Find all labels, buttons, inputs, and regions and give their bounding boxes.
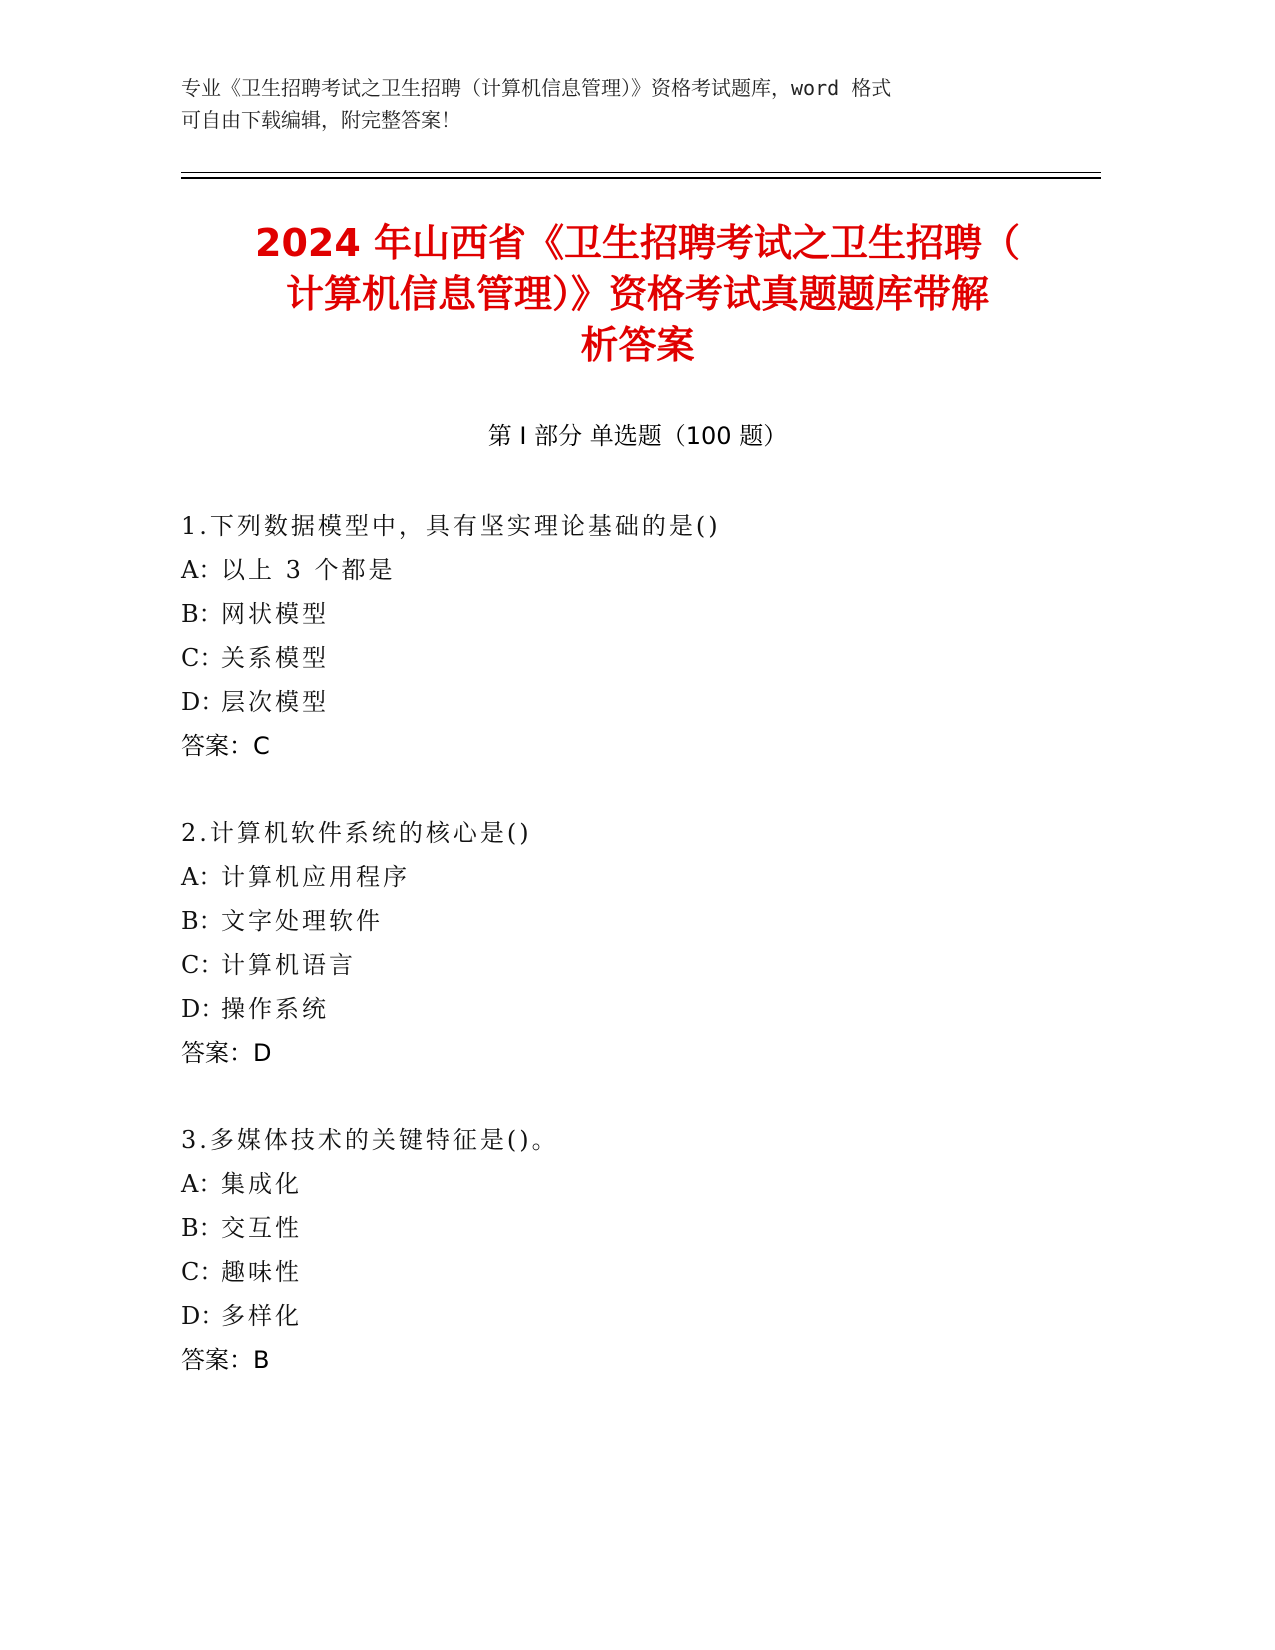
option-key: C： [181,951,224,979]
option-b [181,592,1081,636]
option-d [181,1294,1081,1338]
option-c [181,1250,1081,1294]
option-text: 网状模型 [221,600,329,628]
header-note [181,72,1041,136]
option-text: 层次模型 [221,688,329,716]
option-c [181,636,1081,680]
question-item [181,811,1081,1075]
answer-line: 答案：B [181,1346,270,1374]
question-item [181,504,1081,768]
option-text: 集成化 [221,1170,302,1198]
answer-line: 答案：C [181,732,270,760]
document-title-line-2: 计算机信息管理）》资格考试真题题库带解 [285,272,989,316]
option-key: D： [181,995,225,1023]
option-key: A： [181,863,223,891]
option-text: 计算机语言 [221,951,356,979]
option-text: 关系模型 [221,644,329,672]
document-title-line-1: 2024 年山西省《卫生招聘考试之卫生招聘（ [255,221,1020,265]
option-text: 多样化 [221,1302,302,1330]
option-key: B： [181,600,223,628]
answer-line: 答案：D [181,1039,272,1067]
option-a [181,548,1081,592]
option-a [181,855,1081,899]
option-key: D： [181,688,225,716]
option-b [181,1206,1081,1250]
option-text: 计算机应用程序 [221,863,410,891]
document-title-line-3: 析答案 [580,323,695,367]
question-stem: 1.下列数据模型中，具有坚实理论基础的是() [181,512,721,540]
option-key: B： [181,1214,223,1242]
section-heading: 第 I 部分 单选题（100 题） [487,422,788,450]
option-d [181,680,1081,724]
option-text: 操作系统 [221,995,329,1023]
option-text: 文字处理软件 [221,907,383,935]
document-title [150,218,1125,371]
question-stem: 2.计算机软件系统的核心是() [181,819,532,847]
header-divider-thick [181,177,1101,179]
header-note-line-2: 可自由下载编辑，附完整答案！ [181,108,461,132]
option-text: 以上 3 个都是 [221,556,396,584]
option-d [181,987,1081,1031]
option-key: A： [181,1170,223,1198]
question-stem: 3.多媒体技术的关键特征是()。 [181,1126,559,1154]
header-note-line-1: 专业《卫生招聘考试之卫生招聘（计算机信息管理）》资格考试题库，word 格式 [181,76,892,100]
option-key: B： [181,907,223,935]
question-list [181,504,1081,1425]
option-key: C： [181,644,224,672]
option-key: D： [181,1302,225,1330]
option-b [181,899,1081,943]
option-key: A： [181,556,223,584]
option-c [181,943,1081,987]
header-divider-thin [181,172,1101,173]
question-item [181,1118,1081,1382]
option-key: C： [181,1258,224,1286]
option-text: 交互性 [221,1214,302,1242]
option-a [181,1162,1081,1206]
option-text: 趣味性 [221,1258,302,1286]
